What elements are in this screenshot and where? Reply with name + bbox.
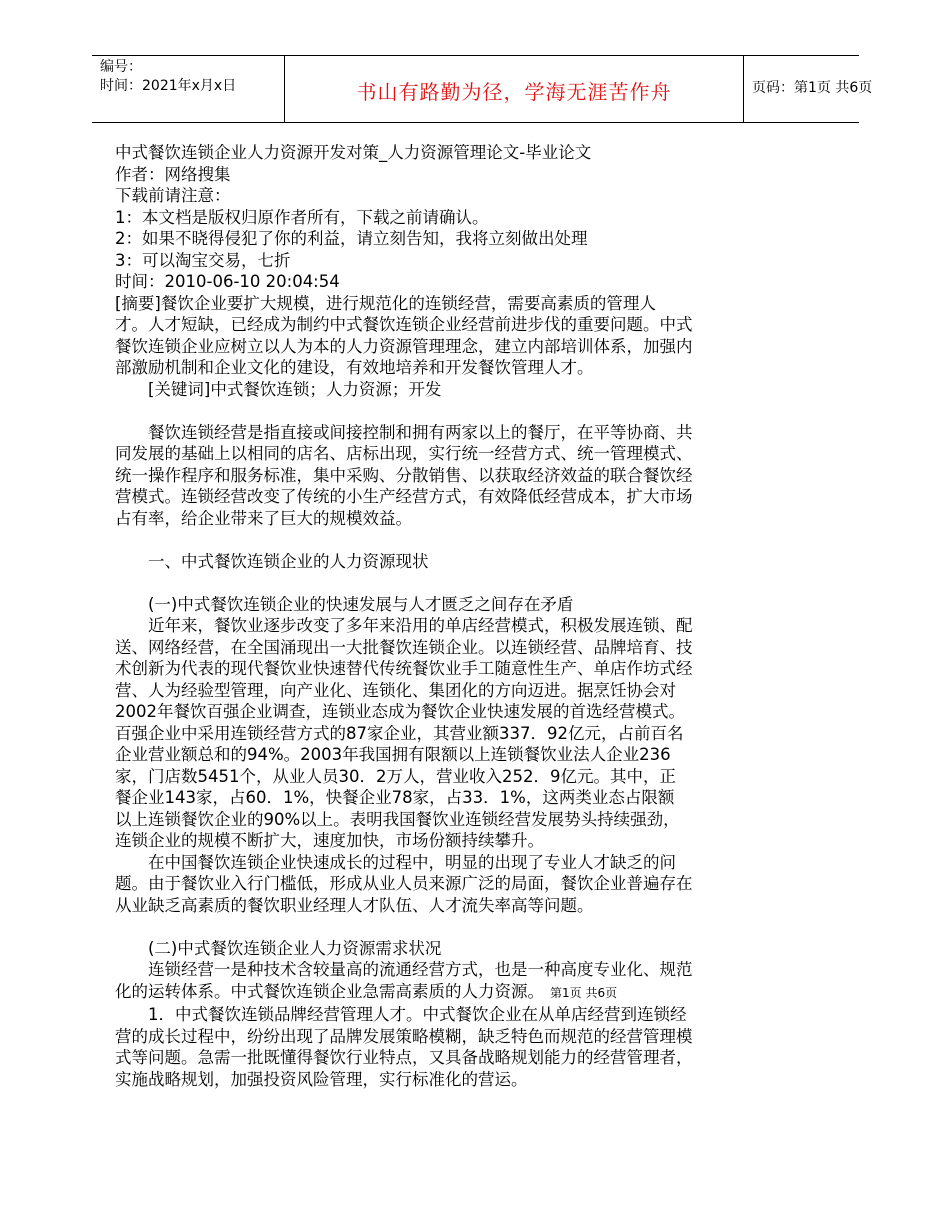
document-time-label: 时间：2021年x月x日 [100,78,237,94]
paragraph-line: 连锁企业的规模不断扩大，速度加快，市场份额持续攀升。 [115,831,544,850]
blank-line [115,572,775,594]
document-title: 中式餐饮连锁企业人力资源开发对策_人力资源管理论文-毕业论文 [115,143,592,162]
keywords-line: [关键词]中式餐饮连锁；人力资源；开发 [148,379,442,399]
header-page-cell [742,56,873,122]
paragraph-line: 2002年餐饮百强企业调查，连锁业态成为餐饮企业快速发展的首选经营模式。 [115,702,685,721]
section-heading: 一、中式餐饮连锁企业的人力资源现状 [148,551,429,571]
paragraph-line: 实施战略规划，加强投资风险管理，实行标准化的营运。 [115,1069,528,1089]
paragraph-line: 餐饮连锁经营是指直接或间接控制和拥有两家以上的餐厅，在平等协商、共 [148,422,693,442]
blank-line [115,916,775,938]
paragraph-line: 近年来，餐饮业逐步改变了多年来沿用的单店经营模式，积极发展连锁、配 [148,616,693,635]
paragraph-line: 家，门店数5451个，从业人员30．2万人，营业收入252．9亿元。其中，正 [115,766,676,786]
author-line: 作者：网络搜集 [115,164,231,184]
paragraph-line: 营模式。连锁经营改变了传统的小生产经营方式，有效降低经营成本，扩大市场 [115,487,693,506]
paragraph-line: 1．中式餐饮连锁品牌经营管理人才。中式餐饮企业在从单店经营到连锁经 [148,1005,687,1024]
notice-item: 3：可以淘宝交易，七折 [115,250,291,270]
paragraph-line: 连锁经营一是种技术含较量高的流通经营方式，也是一种高度专业化、规范 [148,960,693,979]
footer-page-number: 第1页 共6页 [550,985,618,1000]
paragraph-line: 术创新为代表的现代餐饮业快速替代传统餐饮业手工随意性生产、单店作坊式经 [115,659,693,678]
paragraph-text: 化的运转体系。中式餐饮连锁企业急需高素质的人力资源。 [115,981,544,1001]
motto-text: 书山有路勤为径，学海无涯苦作舟 [356,80,672,104]
page-info: 页码：第1页 共6页 [752,80,873,96]
paragraph-line: 同发展的基础上以相同的店名、店标出现，实行统一经营方式、统一管理模式、 [115,444,693,463]
blank-line [115,400,775,422]
timestamp-line: 时间：2010-06-10 20:04:54 [115,272,340,291]
paragraph-line-with-footer [115,981,775,1005]
subsection-heading: (一)中式餐饮连锁企业的快速发展与人才匮乏之间存在矛盾 [148,594,574,614]
document-body [115,142,775,1090]
paragraph-line: 餐企业143家，占60．1%，快餐企业78家，占33．1%，这两类业态占限额 [115,788,675,807]
notice-item: 1：本文档是版权归原作者所有，下载之前请确认。 [115,207,489,227]
paragraph-line: 以上连锁餐饮企业的90%以上。表明我国餐饮业连锁经营发展势头持续强劲， [115,809,680,829]
abstract-line: 才。人才短缺，已经成为制约中式餐饮连锁企业经营前进步伐的重要问题。中式 [115,315,693,334]
paragraph-line: 统一操作程序和服务标准，集中采购、分散销售、以获取经济效益的联合餐饮经 [115,465,693,485]
blank-line [115,529,775,551]
paragraph-line: 式等问题。急需一批既懂得餐饮行业特点，又具备战略规划能力的经营管理者， [115,1048,693,1067]
paragraph-line: 百强企业中采用连锁经营方式的87家企业，其营业额337．92亿元，占前百名 [115,723,684,743]
subsection-heading: (二)中式餐饮连锁企业人力资源需求状况 [148,938,442,958]
header-table [92,55,873,123]
paragraph-line: 题。由于餐饮业入行门槛低，形成从业人员来源广泛的局面，餐饮企业普遍存在 [115,874,693,893]
header-motto-cell [284,56,744,122]
notice-heading: 下载前请注意： [115,186,231,205]
paragraph-line: 营、人为经验型管理，向产业化、连锁化、集团化的方向迈进。据烹饪协会对 [115,680,676,700]
paragraph-line: 企业营业额总和的94%。2003年我国拥有限额以上连锁餐饮业法人企业236 [115,745,671,764]
abstract-line: 餐饮连锁企业应树立以人为本的人力资源管理理念，建立内部培训体系，加强内 [115,336,693,356]
paragraph-line: 送、网络经营，在全国涌现出一大批餐饮连锁企业。以连锁经营、品牌培育、技 [115,637,693,657]
abstract-line: 部激励机制和企业文化的建设，有效地培养和开发餐饮管理人才。 [115,358,594,377]
paragraph-line: 占有率，给企业带来了巨大的规模效益。 [115,508,412,528]
header-meta-cell [92,56,284,122]
document-number-label: 编号： [100,59,142,75]
notice-item: 2：如果不晓得侵犯了你的利益，请立刻告知，我将立刻做出处理 [115,229,588,248]
paragraph-line: 在中国餐饮连锁企业快速成长的过程中，明显的出现了专业人才缺乏的问 [148,852,676,872]
paragraph-line: 从业缺乏高素质的餐饮职业经理人才队伍、人才流失率高等问题。 [115,895,594,915]
paragraph-line: 营的成长过程中，纷纷出现了品牌发展策略模糊，缺乏特色而规范的经营管理模 [115,1026,693,1046]
abstract-line: [摘要]餐饮企业要扩大规模，进行规范化的连锁经营，需要高素质的管理人 [115,293,656,313]
